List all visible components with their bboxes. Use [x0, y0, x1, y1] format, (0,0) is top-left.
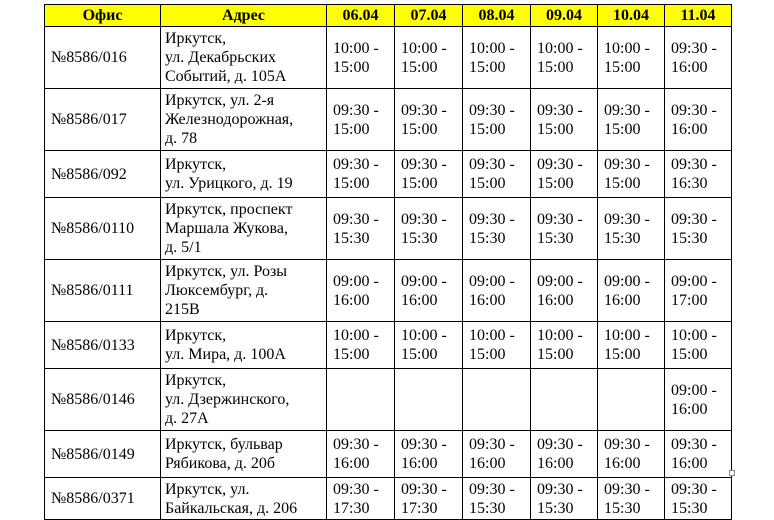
hours-cell — [463, 369, 531, 431]
hours-cell: 09:30 - 15:30 — [598, 198, 665, 260]
schedule-table — [44, 4, 732, 520]
header-date: 06.04 — [327, 5, 395, 27]
hours-cell: 09:00 - 16:00 — [598, 260, 665, 322]
hours-cell: 09:00 - 16:00 — [531, 260, 598, 322]
hours-cell: 10:00 - 15:00 — [665, 322, 732, 369]
header-date: 08.04 — [463, 5, 531, 27]
hours-cell: 10:00 - 15:00 — [531, 322, 598, 369]
hours-cell: 09:30 - 15:00 — [463, 151, 531, 198]
hours-cell: 09:00 - 16:00 — [327, 260, 395, 322]
hours-cell: 09:30 - 15:30 — [598, 478, 665, 520]
hours-cell: 09:30 - 15:30 — [665, 478, 732, 520]
hours-cell: 09:30 - 17:30 — [395, 478, 463, 520]
address-cell: Иркутск, ул. Урицкого, д. 19 — [161, 151, 327, 198]
hours-cell: 10:00 - 15:00 — [395, 322, 463, 369]
hours-cell: 10:00 - 15:00 — [395, 27, 463, 89]
office-cell: №8586/0133 — [45, 322, 161, 369]
hours-cell: 09:30 - 16:30 — [665, 151, 732, 198]
table-row — [45, 27, 732, 89]
office-cell: №8586/092 — [45, 151, 161, 198]
hours-cell: 10:00 - 15:00 — [463, 27, 531, 89]
hours-cell: 09:30 - 17:30 — [327, 478, 395, 520]
hours-cell: 09:00 - 16:00 — [665, 369, 732, 431]
hours-cell — [395, 369, 463, 431]
hours-cell: 09:00 - 16:00 — [395, 260, 463, 322]
address-cell: Иркутск, ул. Розы Люксембург, д. 215В — [161, 260, 327, 322]
hours-cell: 10:00 - 15:00 — [463, 322, 531, 369]
office-cell: №8586/0371 — [45, 478, 161, 520]
hours-cell — [531, 369, 598, 431]
hours-cell: 09:30 - 15:00 — [327, 151, 395, 198]
hours-cell: 09:30 - 16:00 — [665, 27, 732, 89]
table-row — [45, 478, 732, 520]
hours-cell: 09:30 - 15:30 — [531, 478, 598, 520]
hours-cell: 09:30 - 15:30 — [531, 198, 598, 260]
header-date: 09.04 — [531, 5, 598, 27]
hours-cell — [598, 369, 665, 431]
hours-cell: 09:30 - 15:30 — [665, 198, 732, 260]
table-row — [45, 198, 732, 260]
header-row — [45, 5, 732, 27]
hours-cell: 09:30 - 15:00 — [395, 151, 463, 198]
hours-cell: 09:30 - 15:30 — [327, 198, 395, 260]
hours-cell — [327, 369, 395, 431]
hours-cell: 09:30 - 15:30 — [395, 198, 463, 260]
office-cell: №8586/0110 — [45, 198, 161, 260]
table-row — [45, 431, 732, 478]
header-date: 07.04 — [395, 5, 463, 27]
hours-cell: 09:30 - 15:30 — [463, 198, 531, 260]
hours-cell: 10:00 - 15:00 — [598, 322, 665, 369]
header-address: Адрес — [161, 5, 327, 27]
address-cell: Иркутск, проспект Маршала Жукова, д. 5/1 — [161, 198, 327, 260]
header-date: 10.04 — [598, 5, 665, 27]
hours-cell: 09:30 - 15:00 — [531, 151, 598, 198]
hours-cell: 10:00 - 15:00 — [327, 27, 395, 89]
hours-cell: 09:30 - 15:30 — [463, 478, 531, 520]
table-row — [45, 260, 732, 322]
address-cell: Иркутск, ул. 2-я Железнодорожная, д. 78 — [161, 89, 327, 151]
address-cell: Иркутск, ул. Мира, д. 100А — [161, 322, 327, 369]
hours-cell: 09:30 - 16:00 — [395, 431, 463, 478]
hours-cell: 09:30 - 16:00 — [598, 431, 665, 478]
hours-cell: 09:00 - 17:00 — [665, 260, 732, 322]
table-row — [45, 151, 732, 198]
hours-cell: 09:30 - 15:00 — [395, 89, 463, 151]
office-cell: №8586/0146 — [45, 369, 161, 431]
office-cell: №8586/0149 — [45, 431, 161, 478]
hours-cell: 09:30 - 15:00 — [531, 89, 598, 151]
hours-cell: 09:30 - 16:00 — [665, 431, 732, 478]
table-resize-handle[interactable] — [729, 470, 735, 476]
office-cell: №8586/017 — [45, 89, 161, 151]
hours-cell: 09:30 - 16:00 — [327, 431, 395, 478]
office-cell: №8586/0111 — [45, 260, 161, 322]
header-office: Офис — [45, 5, 161, 27]
address-cell: Иркутск, ул. Дзержинского, д. 27А — [161, 369, 327, 431]
hours-cell: 09:00 - 16:00 — [463, 260, 531, 322]
table-row — [45, 322, 732, 369]
table-row — [45, 89, 732, 151]
hours-cell: 09:30 - 15:00 — [598, 89, 665, 151]
hours-cell: 09:30 - 16:00 — [463, 431, 531, 478]
hours-cell: 10:00 - 15:00 — [598, 27, 665, 89]
hours-cell: 10:00 - 15:00 — [327, 322, 395, 369]
hours-cell: 09:30 - 15:00 — [463, 89, 531, 151]
header-date: 11.04 — [665, 5, 732, 27]
hours-cell: 09:30 - 16:00 — [665, 89, 732, 151]
table-body — [45, 27, 732, 520]
address-cell: Иркутск, ул. Декабрьских Событий, д. 105А — [161, 27, 327, 89]
schedule-sheet — [44, 4, 732, 520]
hours-cell: 09:30 - 16:00 — [531, 431, 598, 478]
office-cell: №8586/016 — [45, 27, 161, 89]
address-cell: Иркутск, бульвар Рябикова, д. 20б — [161, 431, 327, 478]
hours-cell: 10:00 - 15:00 — [531, 27, 598, 89]
hours-cell: 09:30 - 15:00 — [327, 89, 395, 151]
hours-cell: 09:30 - 15:00 — [598, 151, 665, 198]
address-cell: Иркутск, ул. Байкальская, д. 206 — [161, 478, 327, 520]
table-row — [45, 369, 732, 431]
